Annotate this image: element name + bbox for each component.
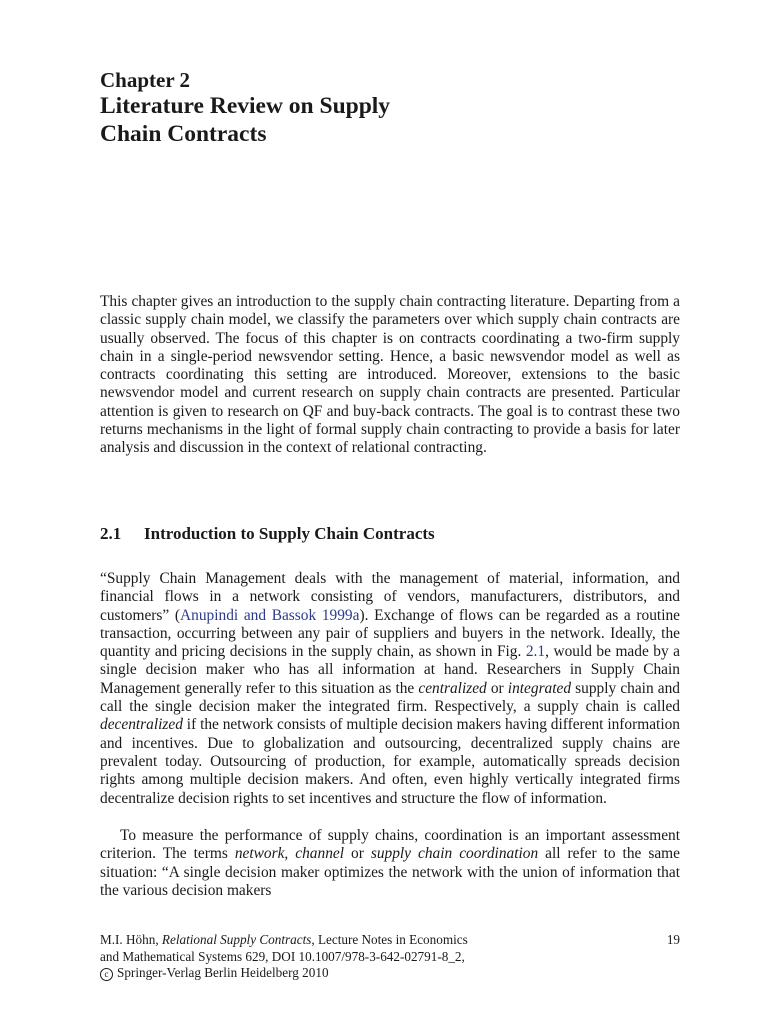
text-run: Springer-Verlag Berlin Heidelberg 2010: [117, 965, 329, 981]
text-run: or: [344, 845, 371, 863]
figure-link[interactable]: 2.1: [525, 643, 546, 661]
footer-citation-line-1: [100, 932, 680, 949]
emphasis-text: centralized: [418, 679, 487, 697]
text-run: , Lecture Notes in Economics: [311, 932, 468, 947]
text-run: M.I. Höhn,: [100, 932, 162, 947]
citation-link[interactable]: Anupindi and Bassok 1999a: [180, 606, 360, 624]
chapter-title-line-2: Chain Contracts: [100, 121, 267, 147]
section-paragraph-2: [100, 827, 680, 900]
text-run: or: [486, 679, 508, 697]
text-run: ). Exchange of flows can be regarded as a routine transaction, occurring between any pair of suppliers and buyers in the network. Ideally, the quantity and pricing decisions in the supply chain, as shown in Fig.: [100, 606, 680, 661]
chapter-title: [100, 92, 390, 148]
section-title: Introduction to Supply Chain Contracts: [144, 524, 435, 543]
text-run: all refer to the same situation: “A single decision maker optimizes the network with the union of information that the various decision makers: [100, 845, 680, 899]
section-number: 2.1: [100, 524, 122, 543]
text-run: , would be made by a single decision maker who has all information at hand. Researchers in Supply Chain Management generally refer to this situation as the: [100, 643, 680, 697]
footer-citation-line-2: and Mathematical Systems 629, DOI 10.1007/978-3-642-02791-8_2,: [100, 948, 465, 964]
book-title: Relational Supply Contracts: [161, 932, 312, 947]
emphasis-text: supply chain coordination: [370, 845, 539, 863]
emphasis-text: network, channel: [234, 845, 344, 863]
footer-citation-line-3: [100, 965, 680, 982]
text-run: if the network consists of multiple decision makers having different information and incentives. Due to globalization and outsourcing, decentralized supply chains are prevalent today. Outsourcing of production, for example, automatically spreads decision rights among multiple decision makers. And often, even highly vertically integrated firms decentralize decision rights to set incentives and structure the flow of information.: [100, 716, 680, 807]
emphasis-text: integrated: [507, 679, 572, 697]
copyright-icon: c: [100, 968, 113, 981]
section-paragraph-1: [100, 570, 680, 808]
section-heading: [100, 524, 435, 544]
chapter-title-line-1: Literature Review on Supply: [100, 93, 391, 119]
text-run: supply chain and call the single decision maker the integrated firm. Respectively, a supply chain is called: [100, 679, 680, 716]
emphasis-text: decentralized: [100, 716, 183, 734]
chapter-abstract: This chapter gives an introduction to the supply chain contracting literature. Departing from a classic supply chain model, we classify the parameters over which supply chain contracts are usually observed. The focus of this chapter is on contracts coordinating a two-firm supply chain in a single-period newsvendor setting. Hence, a basic newsvendor model as well as contracts coordinating this setting are introduced. Moreover, extensions to the basic newsvendor model and current research on supply chain contracts are presented. Particular attention is given to research on QF and buy-back contracts. The goal is to contrast these two returns mechanisms in the light of formal supply chain contracting to provide a basis for later analysis and discussion in the context of relational contracting.: [100, 293, 680, 457]
page-footer: [100, 932, 680, 982]
text-run: “Supply Chain Management deals with the management of material, information, and financial flows in a network consisting of vendors, manufacturers, distributors, and customers” (: [100, 570, 680, 624]
page-number: 19: [666, 932, 680, 947]
text-run: To measure the performance of supply chains, coordination is an important assessment criterion. The terms: [100, 827, 680, 863]
chapter-label: Chapter 2: [100, 68, 191, 92]
